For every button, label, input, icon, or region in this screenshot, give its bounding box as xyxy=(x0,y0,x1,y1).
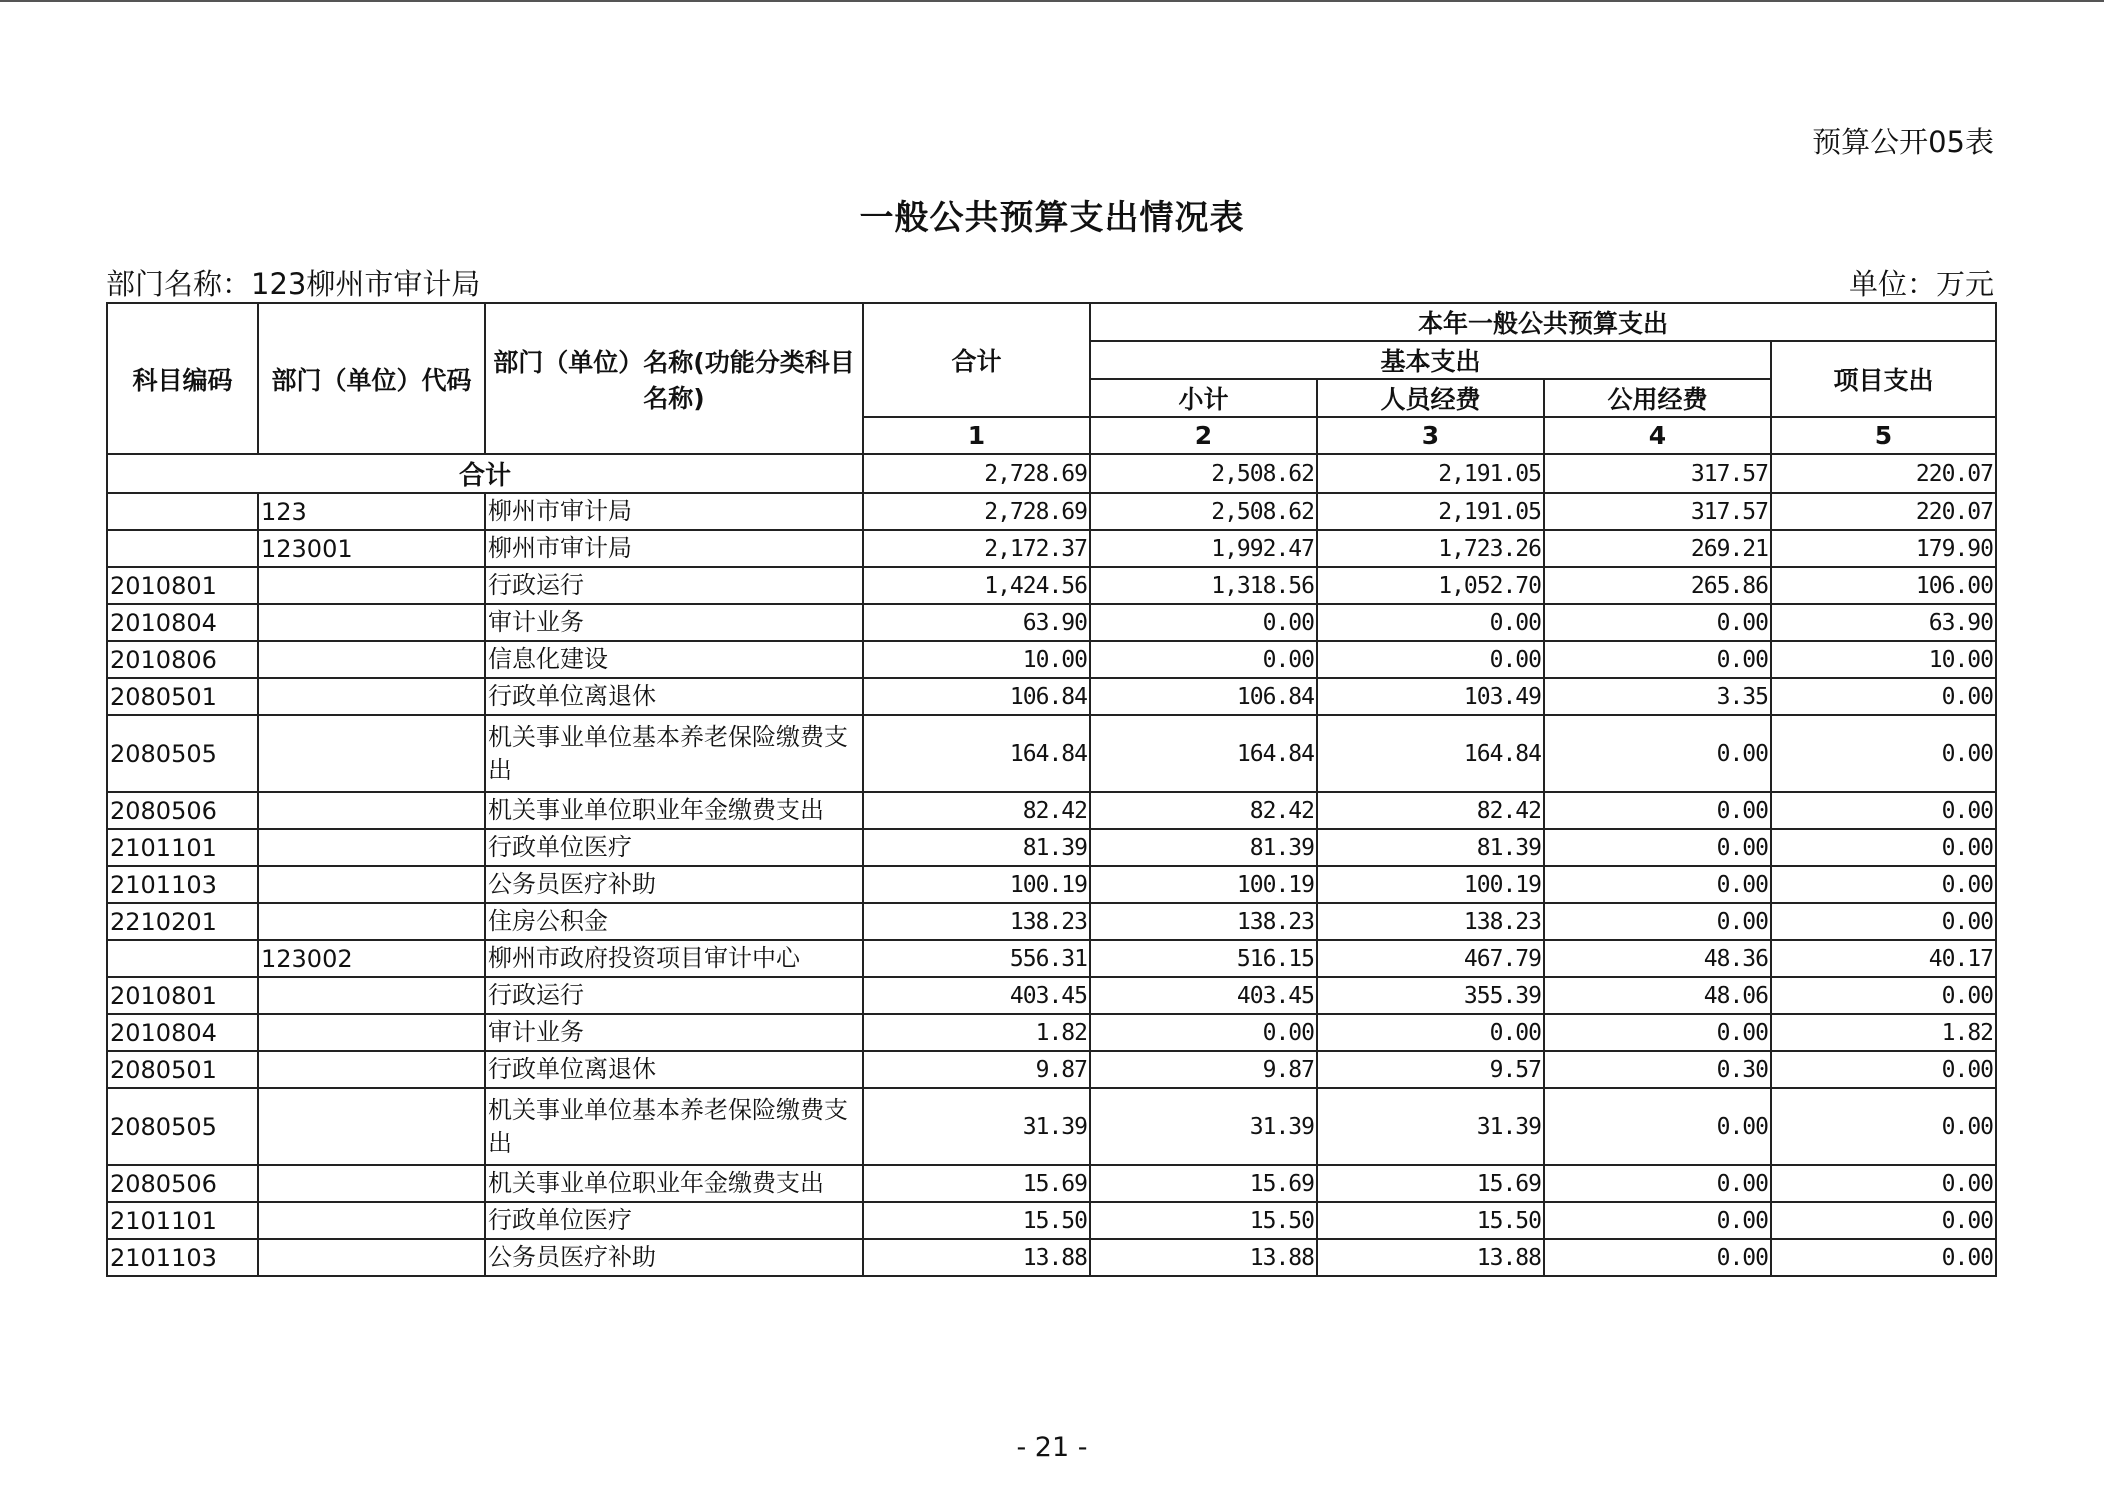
value-cell: 0.00 xyxy=(1317,1014,1544,1051)
value-cell: 138.23 xyxy=(1090,903,1317,940)
value-cell: 15.69 xyxy=(1090,1165,1317,1202)
subject-code-cell: 2101101 xyxy=(107,1202,258,1239)
subject-code-cell: 2210201 xyxy=(107,903,258,940)
unit-code-cell xyxy=(258,1088,485,1165)
value-cell: 0.00 xyxy=(1771,903,1996,940)
subject-code-cell: 2101103 xyxy=(107,866,258,903)
unit-name-cell: 审计业务 xyxy=(485,604,863,641)
value-cell: 317.57 xyxy=(1544,493,1771,530)
value-cell: 0.00 xyxy=(1090,1014,1317,1051)
value-cell: 15.50 xyxy=(1317,1202,1544,1239)
value-cell: 0.00 xyxy=(1771,678,1996,715)
unit-code-cell xyxy=(258,604,485,641)
unit-name-cell: 行政运行 xyxy=(485,567,863,604)
top-border-line xyxy=(0,0,2104,2)
table-row xyxy=(107,977,1996,1014)
subject-code-cell: 2010801 xyxy=(107,977,258,1014)
value-cell: 0.00 xyxy=(1771,1239,1996,1276)
header-subject-code: 科目编码 xyxy=(107,303,258,454)
value-cell: 82.42 xyxy=(1090,792,1317,829)
value-cell: 138.23 xyxy=(863,903,1090,940)
subject-code-cell xyxy=(107,530,258,567)
header-current-year-expenditure: 本年一般公共预算支出 xyxy=(1090,303,1996,341)
value-cell: 63.90 xyxy=(1771,604,1996,641)
value-cell: 556.31 xyxy=(863,940,1090,977)
table-row xyxy=(107,715,1996,792)
unit-code-cell xyxy=(258,792,485,829)
header-unit-name: 部门（单位）名称(功能分类科目名称) xyxy=(485,303,863,454)
total-row xyxy=(107,454,1996,493)
unit-name-cell: 机关事业单位职业年金缴费支出 xyxy=(485,792,863,829)
subject-code-cell xyxy=(107,940,258,977)
value-cell: 1.82 xyxy=(863,1014,1090,1051)
table-row xyxy=(107,530,1996,567)
value-cell: 355.39 xyxy=(1317,977,1544,1014)
unit-code-cell xyxy=(258,829,485,866)
total-value: 2,728.69 xyxy=(863,454,1090,493)
table-row xyxy=(107,678,1996,715)
unit-name-cell: 住房公积金 xyxy=(485,903,863,940)
header-public-cost: 公用经费 xyxy=(1544,379,1771,417)
page-title: 一般公共预算支出情况表 xyxy=(859,198,1245,238)
table-row xyxy=(107,903,1996,940)
value-cell: 0.00 xyxy=(1090,641,1317,678)
unit-name-cell: 审计业务 xyxy=(485,1014,863,1051)
unit-code-cell xyxy=(258,678,485,715)
subject-code-cell: 2080506 xyxy=(107,1165,258,1202)
value-cell: 179.90 xyxy=(1771,530,1996,567)
total-value: 2,191.05 xyxy=(1317,454,1544,493)
table-row xyxy=(107,604,1996,641)
value-cell: 0.00 xyxy=(1317,604,1544,641)
value-cell: 0.00 xyxy=(1771,829,1996,866)
value-cell: 81.39 xyxy=(1317,829,1544,866)
value-cell: 106.00 xyxy=(1771,567,1996,604)
value-cell: 81.39 xyxy=(1090,829,1317,866)
table-row xyxy=(107,1202,1996,1239)
form-number: 预算公开05表 xyxy=(1812,125,1994,159)
value-cell: 1,424.56 xyxy=(863,567,1090,604)
value-cell: 2,172.37 xyxy=(863,530,1090,567)
value-cell: 48.06 xyxy=(1544,977,1771,1014)
value-cell: 0.00 xyxy=(1771,1202,1996,1239)
value-cell: 0.00 xyxy=(1544,604,1771,641)
subject-code-cell: 2080506 xyxy=(107,792,258,829)
unit-name-cell: 行政单位离退休 xyxy=(485,678,863,715)
unit-name-cell: 柳州市政府投资项目审计中心 xyxy=(485,940,863,977)
value-cell: 0.00 xyxy=(1544,792,1771,829)
unit-code-cell xyxy=(258,903,485,940)
value-cell: 15.69 xyxy=(863,1165,1090,1202)
table-body xyxy=(107,454,1996,1276)
header-project-expenditure: 项目支出 xyxy=(1771,341,1996,417)
unit-code-cell: 123001 xyxy=(258,530,485,567)
value-cell: 0.00 xyxy=(1771,977,1996,1014)
subject-code-cell: 2080505 xyxy=(107,715,258,792)
value-cell: 103.49 xyxy=(1317,678,1544,715)
value-cell: 0.00 xyxy=(1771,792,1996,829)
unit-name-cell: 信息化建设 xyxy=(485,641,863,678)
unit-code-cell xyxy=(258,641,485,678)
unit-code-cell: 123 xyxy=(258,493,485,530)
unit-code-cell xyxy=(258,977,485,1014)
value-cell: 48.36 xyxy=(1544,940,1771,977)
unit-name-cell: 机关事业单位基本养老保险缴费支出 xyxy=(485,1088,863,1165)
subject-code-cell: 2080505 xyxy=(107,1088,258,1165)
table-row xyxy=(107,1051,1996,1088)
unit-code-cell xyxy=(258,866,485,903)
unit-code-cell xyxy=(258,1051,485,1088)
value-cell: 0.00 xyxy=(1317,641,1544,678)
value-cell: 15.50 xyxy=(1090,1202,1317,1239)
unit-code-cell xyxy=(258,1202,485,1239)
value-cell: 31.39 xyxy=(1317,1088,1544,1165)
value-cell: 0.00 xyxy=(1090,604,1317,641)
value-cell: 0.00 xyxy=(1771,1165,1996,1202)
value-cell: 164.84 xyxy=(1090,715,1317,792)
subject-code-cell: 2010806 xyxy=(107,641,258,678)
unit-name-cell: 柳州市审计局 xyxy=(485,493,863,530)
value-cell: 269.21 xyxy=(1544,530,1771,567)
value-cell: 13.88 xyxy=(1090,1239,1317,1276)
value-cell: 2,728.69 xyxy=(863,493,1090,530)
total-value: 317.57 xyxy=(1544,454,1771,493)
value-cell: 9.87 xyxy=(1090,1051,1317,1088)
unit-name-cell: 公务员医疗补助 xyxy=(485,1239,863,1276)
table-row xyxy=(107,866,1996,903)
unit-code-cell xyxy=(258,567,485,604)
table-row xyxy=(107,567,1996,604)
value-cell: 100.19 xyxy=(1317,866,1544,903)
value-cell: 106.84 xyxy=(863,678,1090,715)
subject-code-cell: 2010804 xyxy=(107,1014,258,1051)
table-row xyxy=(107,940,1996,977)
subject-code-cell: 2101103 xyxy=(107,1239,258,1276)
value-cell: 2,191.05 xyxy=(1317,493,1544,530)
value-cell: 467.79 xyxy=(1317,940,1544,977)
unit-name-cell: 机关事业单位基本养老保险缴费支出 xyxy=(485,715,863,792)
value-cell: 164.84 xyxy=(863,715,1090,792)
unit-name-cell: 机关事业单位职业年金缴费支出 xyxy=(485,1165,863,1202)
table-row xyxy=(107,1014,1996,1051)
header-col-number: 5 xyxy=(1771,417,1996,454)
value-cell: 81.39 xyxy=(863,829,1090,866)
unit-code-cell xyxy=(258,1014,485,1051)
table-row xyxy=(107,1088,1996,1165)
subject-code-cell: 2080501 xyxy=(107,1051,258,1088)
value-cell: 9.57 xyxy=(1317,1051,1544,1088)
subject-code-cell: 2101101 xyxy=(107,829,258,866)
value-cell: 516.15 xyxy=(1090,940,1317,977)
unit-name-cell: 公务员医疗补助 xyxy=(485,866,863,903)
value-cell: 15.69 xyxy=(1317,1165,1544,1202)
value-cell: 220.07 xyxy=(1771,493,1996,530)
value-cell: 82.42 xyxy=(1317,792,1544,829)
table-row xyxy=(107,792,1996,829)
value-cell: 1,052.70 xyxy=(1317,567,1544,604)
value-cell: 0.00 xyxy=(1771,715,1996,792)
unit-name-cell: 柳州市审计局 xyxy=(485,530,863,567)
value-cell: 9.87 xyxy=(863,1051,1090,1088)
value-cell: 1,318.56 xyxy=(1090,567,1317,604)
header-col-number: 1 xyxy=(863,417,1090,454)
header-col-number: 3 xyxy=(1317,417,1544,454)
value-cell: 1,992.47 xyxy=(1090,530,1317,567)
value-cell: 15.50 xyxy=(863,1202,1090,1239)
value-cell: 100.19 xyxy=(863,866,1090,903)
total-label: 合计 xyxy=(107,454,863,493)
value-cell: 0.00 xyxy=(1771,866,1996,903)
value-cell: 1,723.26 xyxy=(1317,530,1544,567)
value-cell: 0.00 xyxy=(1771,1051,1996,1088)
value-cell: 13.88 xyxy=(1317,1239,1544,1276)
value-cell: 106.84 xyxy=(1090,678,1317,715)
subject-code-cell xyxy=(107,493,258,530)
table-row xyxy=(107,641,1996,678)
value-cell: 0.00 xyxy=(1544,829,1771,866)
header-col-number: 4 xyxy=(1544,417,1771,454)
table-row xyxy=(107,829,1996,866)
table-header xyxy=(107,303,1996,454)
unit-code-cell xyxy=(258,1165,485,1202)
value-cell: 0.00 xyxy=(1544,1014,1771,1051)
header-subtotal: 小计 xyxy=(1090,379,1317,417)
total-value: 220.07 xyxy=(1771,454,1996,493)
value-cell: 31.39 xyxy=(1090,1088,1317,1165)
value-cell: 100.19 xyxy=(1090,866,1317,903)
unit-name-cell: 行政单位医疗 xyxy=(485,829,863,866)
value-cell: 0.30 xyxy=(1544,1051,1771,1088)
table-row xyxy=(107,1239,1996,1276)
value-cell: 40.17 xyxy=(1771,940,1996,977)
subject-code-cell: 2010804 xyxy=(107,604,258,641)
value-cell: 265.86 xyxy=(1544,567,1771,604)
value-cell: 164.84 xyxy=(1317,715,1544,792)
value-cell: 403.45 xyxy=(1090,977,1317,1014)
header-personnel-cost: 人员经费 xyxy=(1317,379,1544,417)
subject-code-cell: 2080501 xyxy=(107,678,258,715)
header-col-number: 2 xyxy=(1090,417,1317,454)
value-cell: 0.00 xyxy=(1544,715,1771,792)
value-cell: 0.00 xyxy=(1544,903,1771,940)
value-cell: 10.00 xyxy=(863,641,1090,678)
value-cell: 10.00 xyxy=(1771,641,1996,678)
unit-name-cell: 行政单位离退休 xyxy=(485,1051,863,1088)
value-cell: 82.42 xyxy=(863,792,1090,829)
header-basic-expenditure: 基本支出 xyxy=(1090,341,1771,379)
value-cell: 3.35 xyxy=(1544,678,1771,715)
value-cell: 0.00 xyxy=(1544,1202,1771,1239)
header-total: 合计 xyxy=(863,303,1090,417)
unit-code-cell: 123002 xyxy=(258,940,485,977)
value-cell: 0.00 xyxy=(1544,866,1771,903)
table-row xyxy=(107,1165,1996,1202)
budget-table xyxy=(106,302,1997,1277)
unit-code-cell xyxy=(258,1239,485,1276)
unit-label: 单位：万元 xyxy=(1848,267,1994,301)
value-cell: 63.90 xyxy=(863,604,1090,641)
value-cell: 0.00 xyxy=(1771,1088,1996,1165)
department-name: 部门名称：123柳州市审计局 xyxy=(106,267,481,301)
value-cell: 0.00 xyxy=(1544,1088,1771,1165)
subject-code-cell: 2010801 xyxy=(107,567,258,604)
value-cell: 138.23 xyxy=(1317,903,1544,940)
page-number: - 21 - xyxy=(1016,1432,1088,1463)
value-cell: 0.00 xyxy=(1544,641,1771,678)
unit-name-cell: 行政单位医疗 xyxy=(485,1202,863,1239)
value-cell: 403.45 xyxy=(863,977,1090,1014)
table-row xyxy=(107,493,1996,530)
value-cell: 2,508.62 xyxy=(1090,493,1317,530)
value-cell: 0.00 xyxy=(1544,1165,1771,1202)
value-cell: 13.88 xyxy=(863,1239,1090,1276)
header-unit-code: 部门（单位）代码 xyxy=(258,303,485,454)
unit-name-cell: 行政运行 xyxy=(485,977,863,1014)
value-cell: 0.00 xyxy=(1544,1239,1771,1276)
unit-code-cell xyxy=(258,715,485,792)
value-cell: 1.82 xyxy=(1771,1014,1996,1051)
total-value: 2,508.62 xyxy=(1090,454,1317,493)
value-cell: 31.39 xyxy=(863,1088,1090,1165)
